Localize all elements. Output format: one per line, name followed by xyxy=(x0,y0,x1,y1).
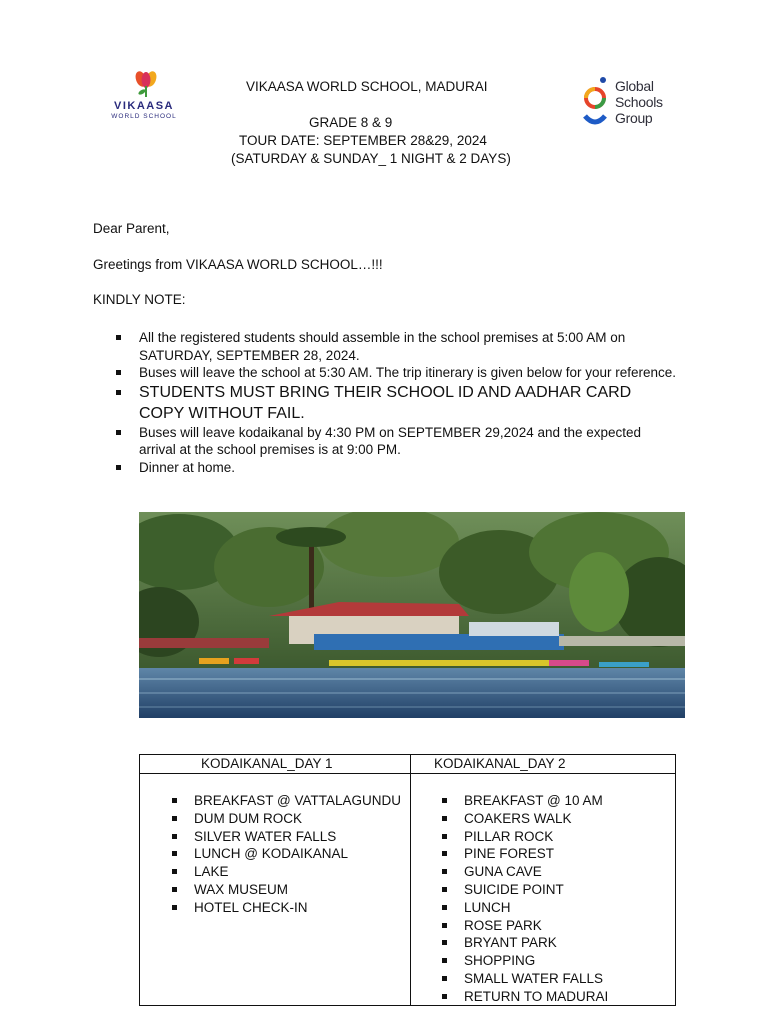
table-divider xyxy=(410,755,411,1005)
list-item: SMALL WATER FALLS xyxy=(442,970,608,988)
list-item: DUM DUM ROCK xyxy=(172,810,401,828)
bullet-icon xyxy=(172,851,177,856)
bullet-icon xyxy=(442,976,447,981)
day1-header: KODAIKANAL_DAY 1 xyxy=(201,756,333,771)
list-item: WAX MUSEUM xyxy=(172,881,401,899)
bullet-icon xyxy=(442,958,447,963)
bullet-icon xyxy=(116,335,121,340)
list-item: Buses will leave the school at 5:30 AM. The trip itinerary is given below for your reference. xyxy=(116,364,676,382)
list-item: BREAKFAST @ 10 AM xyxy=(442,792,608,810)
list-item: Buses will leave kodaikanal by 4:30 PM on SEPTEMBER 29,2024 and the expected arrival at the school premises is at 9:00 PM. xyxy=(116,424,676,459)
list-item: ROSE PARK xyxy=(442,917,608,935)
list-item: HOTEL CHECK-IN xyxy=(172,899,401,917)
list-item: LUNCH @ KODAIKANAL xyxy=(172,845,401,863)
bullet-icon xyxy=(442,816,447,821)
gsg-line2: Schools xyxy=(615,94,663,110)
bullet-icon xyxy=(116,390,121,395)
day2-list xyxy=(442,792,608,1006)
lake-illustration xyxy=(139,512,685,718)
day1-list xyxy=(172,792,401,917)
list-item: SHOPPING xyxy=(442,952,608,970)
list-item: COAKERS WALK xyxy=(442,810,608,828)
notes-list xyxy=(116,329,676,476)
school-title: VIKAASA WORLD SCHOOL, MADURAI xyxy=(246,79,488,94)
bullet-icon xyxy=(442,869,447,874)
bullet-icon xyxy=(442,851,447,856)
bullet-icon xyxy=(442,940,447,945)
bullet-icon xyxy=(116,430,121,435)
list-item: BREAKFAST @ VATTALAGUNDU xyxy=(172,792,401,810)
gsg-line3: Group xyxy=(615,110,653,126)
grade-line: GRADE 8 & 9 xyxy=(309,115,393,130)
list-item: BRYANT PARK xyxy=(442,934,608,952)
bullet-icon xyxy=(172,887,177,892)
table-divider xyxy=(140,773,675,774)
tour-date: TOUR DATE: SEPTEMBER 28&29, 2024 xyxy=(239,133,487,148)
bullet-icon xyxy=(172,905,177,910)
vikaasa-logo xyxy=(104,70,184,122)
gsg-name xyxy=(615,78,663,126)
gsg-line1: Global xyxy=(615,78,654,94)
bullet-icon xyxy=(116,370,121,375)
list-item: PILLAR ROCK xyxy=(442,828,608,846)
bullet-icon xyxy=(442,994,447,999)
day2-header: KODAIKANAL_DAY 2 xyxy=(434,756,566,771)
list-item: LAKE xyxy=(172,863,401,881)
list-item: All the registered students should assemble in the school premises at 5:00 AM on SATURDAY, SEPTEMBER 28, 2024. xyxy=(116,329,676,364)
bullet-icon xyxy=(442,905,447,910)
bullet-icon xyxy=(116,465,121,470)
bullet-icon xyxy=(442,887,447,892)
bullet-icon xyxy=(172,834,177,839)
list-item: Dinner at home. xyxy=(116,459,676,477)
logo-subtitle: WORLD SCHOOL xyxy=(111,113,177,120)
list-item: PINE FOREST xyxy=(442,845,608,863)
list-item: GUNA CAVE xyxy=(442,863,608,881)
bullet-icon xyxy=(442,834,447,839)
gsg-mark-icon xyxy=(582,76,610,130)
greeting: Greetings from VIKAASA WORLD SCHOOL…!!! xyxy=(93,257,383,272)
list-item: SILVER WATER FALLS xyxy=(172,828,401,846)
bullet-icon xyxy=(172,798,177,803)
list-item: SUICIDE POINT xyxy=(442,881,608,899)
note-heading: KINDLY NOTE: xyxy=(93,292,186,307)
bullet-icon xyxy=(442,798,447,803)
tour-duration: (SATURDAY & SUNDAY_ 1 NIGHT & 2 DAYS) xyxy=(231,151,511,166)
global-schools-group-logo xyxy=(582,74,672,130)
kodaikanal-lake-photo xyxy=(139,512,685,718)
flower-icon xyxy=(134,70,158,98)
bullet-icon xyxy=(172,816,177,821)
list-item: RETURN TO MADURAI xyxy=(442,988,608,1006)
logo-name: VIKAASA xyxy=(113,100,174,112)
list-item: STUDENTS MUST BRING THEIR SCHOOL ID AND AADHAR CARD COPY WITHOUT FAIL. xyxy=(116,382,676,424)
list-item: LUNCH xyxy=(442,899,608,917)
salutation: Dear Parent, xyxy=(93,221,170,236)
bullet-icon xyxy=(442,923,447,928)
bullet-icon xyxy=(172,869,177,874)
itinerary-table xyxy=(139,754,676,1006)
